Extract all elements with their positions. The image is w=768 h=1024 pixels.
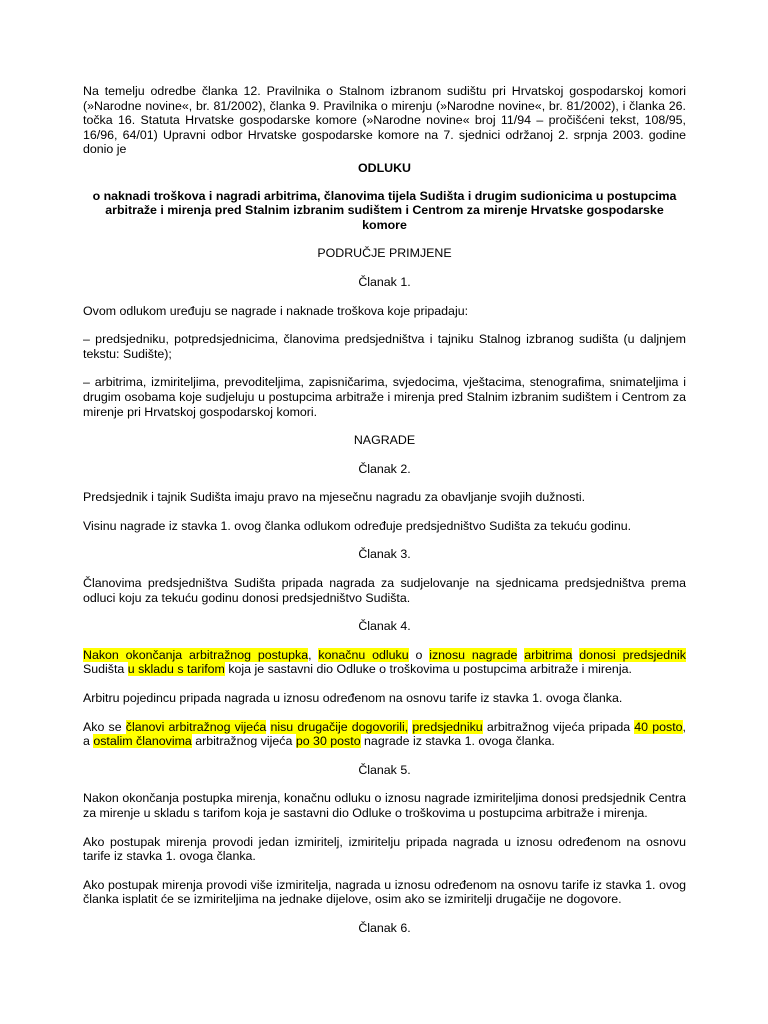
article-4-paragraph-3 [83,720,686,749]
text-span: arbitražnog vijeća pripada [482,719,635,734]
article-4-paragraph-1 [83,648,686,677]
preamble: Na temelju odredbe članka 12. Pravilnika o Stalnom izbranom sudištu pri Hrvatskoj gospodarskoj komori (»Narodne novine«, br. 81/2002), članka 9. Pravilnika o mirenju (»Narodne novine«, br. 81/2002), i članka 26. točka 16. Statuta Hrvatske gospodarske komore (»Narodne novine« broj 11/94 – pročišćeni tekst, 108/95, 16/96, 64/01) Upravni odbor Hrvatske gospodarske komore na 7. sjednici održanoj 2. srpnja 2003. godine donio je [83,84,686,157]
article-5-heading: Članak 5. [358,762,411,777]
highlight-span: 40 posto [634,719,683,734]
article-2-heading: Članak 2. [358,461,411,476]
text-span: , a [83,719,686,749]
article-5-paragraph-2: Ako postupak mirenja provodi jedan izmiritelj, izmiritelju pripada nagrada u iznosu određenom na osnovu tarife iz stavka 1. ovoga članka. [83,834,686,864]
text-span: Ako se [83,719,126,734]
document-title: ODLUKU [358,160,411,175]
document-subtitle: o naknadi troškova i nagradi arbitrima, članovima tijela Sudišta i drugim sudionicima u postupcima arbitraže i mirenja pred Stalnim izbranim sudištem i Centrom za mirenje Hrvatske gospodarske komore [92,188,677,232]
section-heading-scope: PODRUČJE PRIMJENE [317,246,452,261]
highlight-span: arbitrima [524,647,573,662]
article-3-paragraph-1: Članovima predsjedništva Sudišta pripada nagrada za sudjelovanje na sjednicama predsjedništva prema odluci koju za tekuću godinu donosi predsjedništvo Sudišta. [83,576,686,605]
highlight-span: članovi arbitražnog vijeća [125,719,267,734]
highlight-span: u skladu s tarifom [127,662,225,677]
section-heading-awards: NAGRADE [353,433,416,448]
highlight-span: predsjedniku [412,719,483,734]
article-2-paragraph-1: Predsjednik i tajnik Sudišta imaju pravo na mjesečnu nagradu za obavljanje svojih dužnosti. [83,490,586,505]
article-1-item-1: – predsjedniku, potpredsjednicima, članovima predsjedništva i tajniku Stalnog izbranog sudišta (u daljnjem tekstu: Sudište); [83,332,686,361]
document-page [83,84,686,936]
article-1-intro: Ovom odlukom uređuju se nagrade i naknade troškova koje pripadaju: [83,303,469,318]
highlight-span: donosi predsjednik [579,647,687,662]
highlight-span: ostalim članovima [93,734,192,749]
highlight-span: Nakon okončanja arbitražnog postupka [83,647,309,662]
article-2-paragraph-2: Visinu nagrade iz stavka 1. ovog članka odlukom određuje predsjedništvo Sudišta za tekuću godinu. [83,518,632,533]
article-1-heading: Članak 1. [358,274,411,289]
article-5-paragraph-3: Ako postupak mirenja provodi više izmiritelja, nagrada u iznosu određenom na osnovu tarife iz stavka 1. ovog članka isplatit će se izmiriteljima na jednake dijelove, osim ako se izmiritelji drugačije ne dogovore. [83,877,686,907]
text-span: Sudišta [83,662,128,677]
article-1-item-2: – arbitrima, izmiriteljima, prevoditeljima, zapisničarima, svjedocima, vještacima, stenografima, snimateljima i drugim osobama koje sudjeluju u postupcima arbitraže i mirenja pred Stalnim izbranim sudištem i Centrom za mirenje pri Hrvatskoj gospodarskoj komori. [83,375,686,419]
article-4-heading: Članak 4. [358,619,411,634]
text-span: koja je sastavni dio Odluke o troškovima u postupcima arbitraže i mirenja. [224,662,632,677]
text-span: o [408,647,430,662]
highlight-span: po 30 posto [295,734,361,749]
highlight-span: iznosu nagrade [429,647,518,662]
text-span: , [308,647,319,662]
highlight-span: konačnu odluku [318,647,409,662]
text-span: nagrade iz stavka 1. ovoga članka. [360,734,555,749]
text-span: arbitražnog vijeća [191,734,296,749]
article-3-heading: Članak 3. [358,547,411,562]
article-5-paragraph-1: Nakon okončanja postupka mirenja, konačnu odluku o iznosu nagrade izmiriteljima donosi predsjednik Centra za mirenje u skladu s tarifom koja je sastavni dio Odluke o troškovima u postupcima arbitraže i mirenja. [83,791,686,820]
article-4-paragraph-2: Arbitru pojedincu pripada nagrada u iznosu određenom na osnovu tarife iz stavka 1. ovoga članka. [83,691,623,706]
article-6-heading: Članak 6. [358,920,411,935]
highlight-span: nisu drugačije dogovorili, [270,719,409,734]
